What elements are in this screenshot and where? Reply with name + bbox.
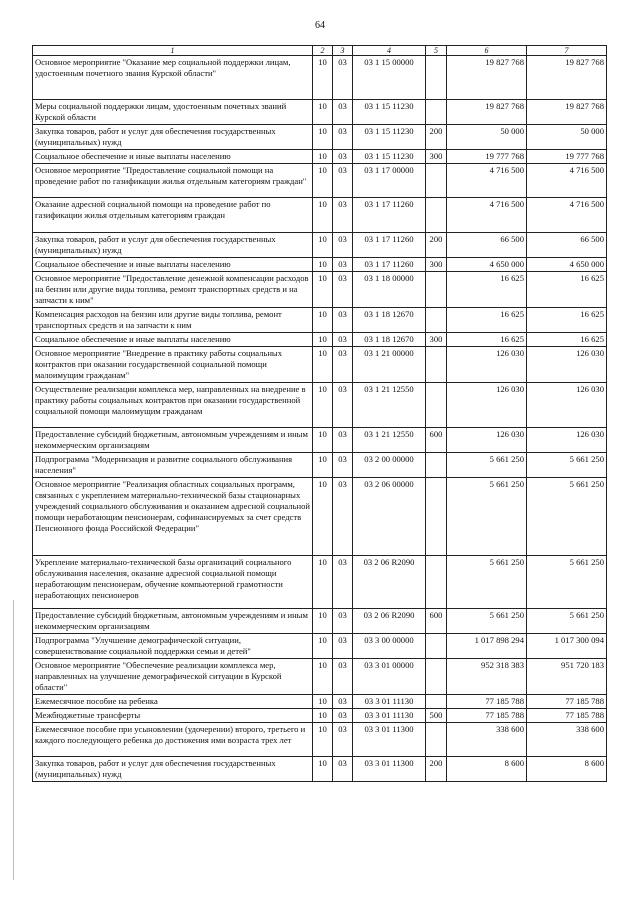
row-amount-2: 19 827 768 (527, 56, 607, 100)
row-amount-1: 19 777 768 (447, 150, 527, 164)
row-expense-type (426, 634, 447, 659)
row-amount-2: 77 185 788 (527, 709, 607, 723)
row-amount-1: 19 827 768 (447, 100, 527, 125)
row-amount-1: 4 650 000 (447, 258, 527, 272)
row-amount-1: 16 625 (447, 272, 527, 308)
row-section: 10 (313, 695, 333, 709)
row-section: 10 (313, 723, 333, 757)
row-target-code: 03 1 21 12550 (353, 428, 426, 453)
row-amount-1: 5 661 250 (447, 478, 527, 556)
header-col-1: 1 (33, 46, 313, 56)
row-amount-2: 4 716 500 (527, 164, 607, 198)
row-expense-type (426, 100, 447, 125)
row-expense-type: 200 (426, 125, 447, 150)
row-subsection: 03 (333, 100, 353, 125)
row-subsection: 03 (333, 556, 353, 609)
row-subsection: 03 (333, 233, 353, 258)
table-row (33, 428, 607, 453)
row-target-code: 03 1 15 11230 (353, 125, 426, 150)
row-name: Закупка товаров, работ и услуг для обеспечения государственных (муниципальных) нужд (33, 125, 313, 150)
row-amount-2: 19 777 768 (527, 150, 607, 164)
row-target-code: 03 1 18 12670 (353, 333, 426, 347)
row-target-code: 03 1 15 11230 (353, 150, 426, 164)
row-target-code: 03 2 06 00000 (353, 478, 426, 556)
table-row (33, 453, 607, 478)
row-subsection: 03 (333, 383, 353, 428)
row-expense-type (426, 308, 447, 333)
row-subsection: 03 (333, 428, 353, 453)
row-amount-1: 4 716 500 (447, 198, 527, 233)
row-amount-1: 1 017 898 294 (447, 634, 527, 659)
row-expense-type (426, 164, 447, 198)
row-section: 10 (313, 383, 333, 428)
row-name: Предоставление субсидий бюджетным, автономным учреждениям и иным некоммерческим организациям (33, 609, 313, 634)
table-row (33, 333, 607, 347)
row-expense-type (426, 453, 447, 478)
row-amount-2: 338 600 (527, 723, 607, 757)
row-name: Межбюджетные трансферты (33, 709, 313, 723)
page-number: 64 (315, 20, 325, 31)
row-amount-2: 50 000 (527, 125, 607, 150)
row-expense-type (426, 383, 447, 428)
row-subsection: 03 (333, 198, 353, 233)
table-row (33, 609, 607, 634)
row-name: Оказание адресной социальной помощи на проведение работ по газификации жилья отдельным категориям граждан (33, 198, 313, 233)
row-target-code: 03 1 18 00000 (353, 272, 426, 308)
row-amount-2: 5 661 250 (527, 478, 607, 556)
table-row (33, 308, 607, 333)
table-row (33, 556, 607, 609)
row-expense-type: 300 (426, 333, 447, 347)
row-expense-type (426, 347, 447, 383)
table-row (33, 272, 607, 308)
row-amount-1: 5 661 250 (447, 609, 527, 634)
row-name: Основное мероприятие "Обеспечение реализации комплекса мер, направленных на улучшение демографической ситуации в Курской области" (33, 659, 313, 695)
row-section: 10 (313, 757, 333, 782)
row-target-code: 03 1 15 00000 (353, 56, 426, 100)
row-section: 10 (313, 56, 333, 100)
row-amount-1: 66 500 (447, 233, 527, 258)
row-section: 10 (313, 478, 333, 556)
row-section: 10 (313, 347, 333, 383)
table-row (33, 150, 607, 164)
row-subsection: 03 (333, 258, 353, 272)
row-amount-1: 952 318 383 (447, 659, 527, 695)
row-name: Предоставление субсидий бюджетным, автономным учреждениям и иным некоммерческим организациям (33, 428, 313, 453)
row-name: Основное мероприятие "Предоставление денежной компенсации расходов на бензин или другие виды топлива, ремонт транспортных средств и на запчасти к ним" (33, 272, 313, 308)
row-name: Закупка товаров, работ и услуг для обеспечения государственных (муниципальных) нужд (33, 233, 313, 258)
row-section: 10 (313, 100, 333, 125)
row-subsection: 03 (333, 150, 353, 164)
row-amount-2: 4 716 500 (527, 198, 607, 233)
row-amount-1: 5 661 250 (447, 556, 527, 609)
row-expense-type (426, 56, 447, 100)
row-section: 10 (313, 198, 333, 233)
row-subsection: 03 (333, 453, 353, 478)
row-expense-type (426, 198, 447, 233)
row-amount-1: 126 030 (447, 383, 527, 428)
row-section: 10 (313, 150, 333, 164)
row-section: 10 (313, 233, 333, 258)
row-expense-type (426, 659, 447, 695)
row-section: 10 (313, 308, 333, 333)
row-name: Меры социальной поддержки лицам, удостоенным почетных званий Курской области (33, 100, 313, 125)
row-amount-1: 5 661 250 (447, 453, 527, 478)
table-row (33, 757, 607, 782)
row-target-code: 03 1 21 00000 (353, 347, 426, 383)
row-amount-2: 16 625 (527, 333, 607, 347)
header-col-4: 4 (353, 46, 426, 56)
row-section: 10 (313, 272, 333, 308)
row-amount-1: 16 625 (447, 308, 527, 333)
row-target-code: 03 1 17 11260 (353, 198, 426, 233)
row-subsection: 03 (333, 757, 353, 782)
row-amount-2: 1 017 300 094 (527, 634, 607, 659)
row-target-code: 03 1 15 11230 (353, 100, 426, 125)
row-amount-1: 77 185 788 (447, 695, 527, 709)
row-subsection: 03 (333, 164, 353, 198)
row-target-code: 03 3 01 11130 (353, 709, 426, 723)
row-target-code: 03 3 01 00000 (353, 659, 426, 695)
table-row (33, 723, 607, 757)
row-target-code: 03 1 21 12550 (353, 383, 426, 428)
row-subsection: 03 (333, 272, 353, 308)
row-name: Ежемесячное пособие на ребенка (33, 695, 313, 709)
row-amount-2: 5 661 250 (527, 453, 607, 478)
row-subsection: 03 (333, 634, 353, 659)
row-section: 10 (313, 556, 333, 609)
row-subsection: 03 (333, 659, 353, 695)
row-section: 10 (313, 453, 333, 478)
row-expense-type: 600 (426, 609, 447, 634)
row-amount-2: 5 661 250 (527, 609, 607, 634)
row-amount-1: 77 185 788 (447, 709, 527, 723)
row-amount-1: 19 827 768 (447, 56, 527, 100)
row-subsection: 03 (333, 695, 353, 709)
row-amount-2: 77 185 788 (527, 695, 607, 709)
row-expense-type: 300 (426, 150, 447, 164)
row-amount-2: 66 500 (527, 233, 607, 258)
row-expense-type (426, 272, 447, 308)
row-name: Основное мероприятие "Оказание мер социальной поддержки лицам, удостоенным почетного звания Курской области" (33, 56, 313, 100)
row-amount-2: 16 625 (527, 308, 607, 333)
row-amount-1: 126 030 (447, 428, 527, 453)
row-subsection: 03 (333, 125, 353, 150)
row-name: Социальное обеспечение и иные выплаты населению (33, 150, 313, 164)
row-amount-2: 8 600 (527, 757, 607, 782)
row-name: Компенсация расходов на бензин или другие виды топлива, ремонт транспортных средств и на запчасти к ним (33, 308, 313, 333)
header-col-5: 5 (426, 46, 447, 56)
table-row (33, 659, 607, 695)
row-name: Основное мероприятие "Внедрение в практику работы социальных контрактов при оказании государственной социальной помощи малоимущим гражданам" (33, 347, 313, 383)
table-row (33, 100, 607, 125)
row-expense-type: 200 (426, 757, 447, 782)
row-name: Осуществление реализации комплекса мер, направленных на внедрение в практику работы социальных контрактов при оказании государственной социальной помощи малоимущим гражданам (33, 383, 313, 428)
row-amount-1: 50 000 (447, 125, 527, 150)
row-amount-2: 126 030 (527, 383, 607, 428)
row-expense-type: 200 (426, 233, 447, 258)
table-row (33, 478, 607, 556)
row-amount-1: 16 625 (447, 333, 527, 347)
row-section: 10 (313, 634, 333, 659)
row-expense-type: 500 (426, 709, 447, 723)
row-subsection: 03 (333, 347, 353, 383)
row-expense-type (426, 478, 447, 556)
row-name: Закупка товаров, работ и услуг для обеспечения государственных (муниципальных) нужд (33, 757, 313, 782)
row-target-code: 03 3 01 11130 (353, 695, 426, 709)
table-row (33, 347, 607, 383)
row-target-code: 03 2 00 00000 (353, 453, 426, 478)
row-expense-type: 600 (426, 428, 447, 453)
table-row (33, 634, 607, 659)
row-section: 10 (313, 709, 333, 723)
row-amount-2: 19 827 768 (527, 100, 607, 125)
row-amount-2: 16 625 (527, 272, 607, 308)
row-subsection: 03 (333, 478, 353, 556)
row-section: 10 (313, 609, 333, 634)
table-row (33, 198, 607, 233)
row-amount-1: 338 600 (447, 723, 527, 757)
row-subsection: 03 (333, 609, 353, 634)
header-col-7: 7 (527, 46, 607, 56)
row-amount-2: 126 030 (527, 428, 607, 453)
row-target-code: 03 3 00 00000 (353, 634, 426, 659)
header-col-3: 3 (333, 46, 353, 56)
row-amount-1: 126 030 (447, 347, 527, 383)
budget-table (32, 45, 607, 782)
table-row (33, 383, 607, 428)
row-name: Укрепление материально-технической базы организаций социального обслуживания населения, оказание адресной социальной помощи неработающим пенсионерам, обучение компьютерной грамотности неработающих пенсионеров (33, 556, 313, 609)
row-amount-2: 4 650 000 (527, 258, 607, 272)
row-amount-2: 126 030 (527, 347, 607, 383)
row-name: Подпрограмма "Улучшение демографической ситуации, совершенствование социальной поддержки семьи и детей" (33, 634, 313, 659)
row-target-code: 03 3 01 11300 (353, 723, 426, 757)
row-amount-2: 951 720 183 (527, 659, 607, 695)
row-target-code: 03 1 18 12670 (353, 308, 426, 333)
header-col-6: 6 (447, 46, 527, 56)
row-name: Основное мероприятие "Реализация областных социальных программ, связанных с укреплением материально-технической базы стационарных учреждений социального обслуживания и оказанием адресной социальной помощи неработающим пенсионерам, софинансируемых за счет средств Пенсионного фонда Российской Федерации" (33, 478, 313, 556)
row-target-code: 03 1 17 00000 (353, 164, 426, 198)
row-target-code: 03 2 06 R2090 (353, 609, 426, 634)
row-target-code: 03 2 06 R2090 (353, 556, 426, 609)
row-expense-type (426, 723, 447, 757)
row-subsection: 03 (333, 723, 353, 757)
row-amount-2: 5 661 250 (527, 556, 607, 609)
row-subsection: 03 (333, 333, 353, 347)
table-row (33, 709, 607, 723)
row-amount-1: 4 716 500 (447, 164, 527, 198)
row-expense-type (426, 695, 447, 709)
row-target-code: 03 1 17 11260 (353, 233, 426, 258)
table-row (33, 125, 607, 150)
table-row (33, 164, 607, 198)
row-amount-1: 8 600 (447, 757, 527, 782)
row-name: Подпрограмма "Модернизация и развитие социального обслуживания населения" (33, 453, 313, 478)
header-col-2: 2 (313, 46, 333, 56)
row-section: 10 (313, 125, 333, 150)
scan-edge-line (13, 600, 14, 880)
table-row (33, 56, 607, 100)
row-section: 10 (313, 258, 333, 272)
row-target-code: 03 1 17 11260 (353, 258, 426, 272)
table-row (33, 258, 607, 272)
row-name: Ежемесячное пособие при усыновлении (удочерении) второго, третьего и каждого последующего ребенка до достижения ими возраста трех лет (33, 723, 313, 757)
row-section: 10 (313, 333, 333, 347)
row-expense-type (426, 556, 447, 609)
row-section: 10 (313, 428, 333, 453)
row-section: 10 (313, 659, 333, 695)
table-row (33, 695, 607, 709)
row-section: 10 (313, 164, 333, 198)
row-target-code: 03 3 01 11300 (353, 757, 426, 782)
row-subsection: 03 (333, 709, 353, 723)
row-subsection: 03 (333, 308, 353, 333)
row-name: Основное мероприятие "Предоставление социальной помощи на проведение работ по газификации жилья отдельным категориям граждан" (33, 164, 313, 198)
table-header-row (33, 46, 607, 56)
row-expense-type: 300 (426, 258, 447, 272)
row-subsection: 03 (333, 56, 353, 100)
row-name: Социальное обеспечение и иные выплаты населению (33, 258, 313, 272)
row-name: Социальное обеспечение и иные выплаты населению (33, 333, 313, 347)
table-row (33, 233, 607, 258)
